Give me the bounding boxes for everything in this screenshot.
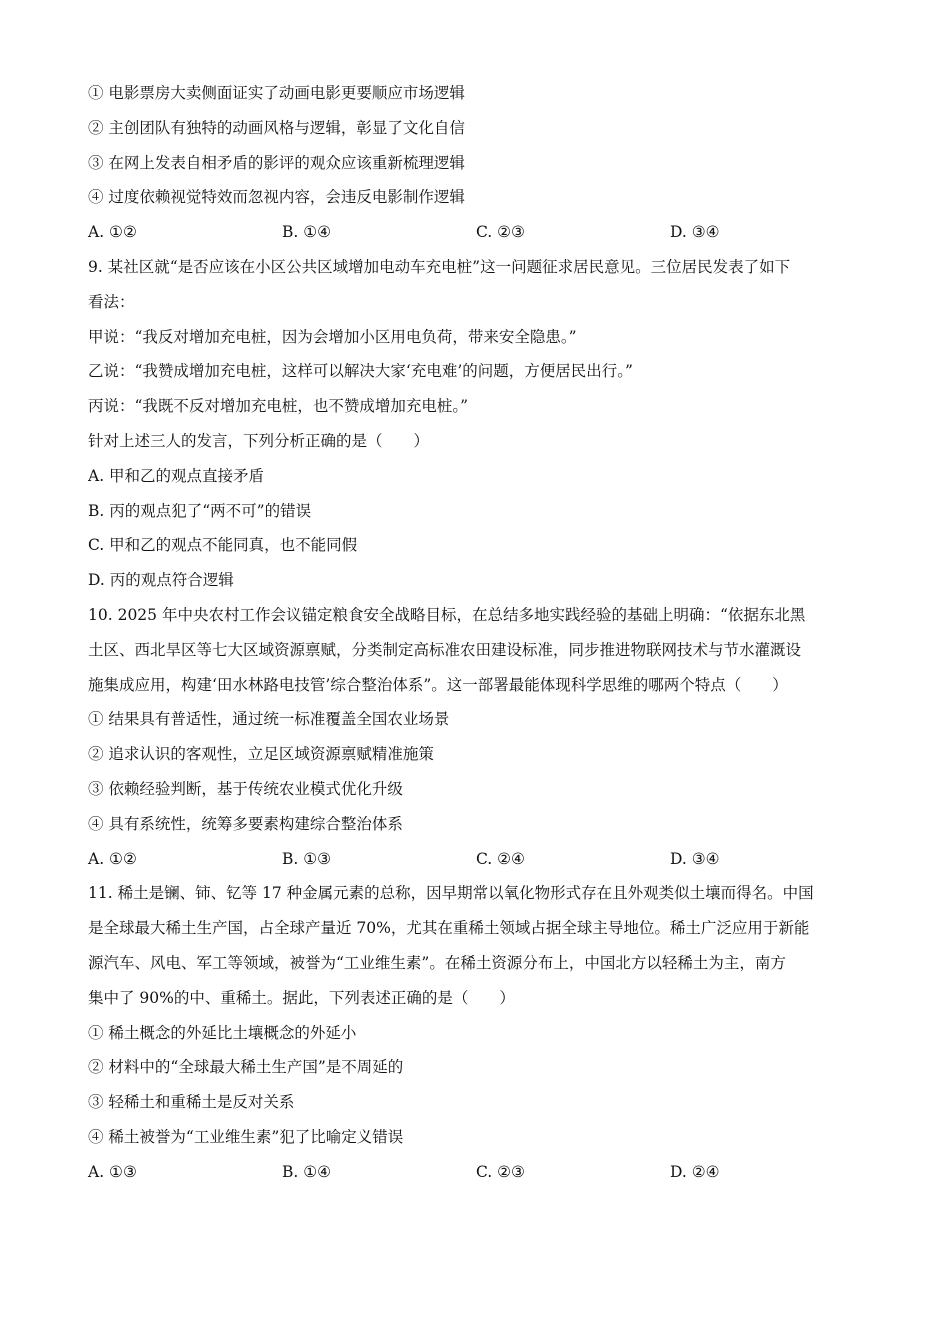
q9-choice-b: B. 丙的观点犯了“两不可”的错误: [88, 501, 312, 520]
q11-stem-line-1: 11. 稀土是镧、铈、钇等 17 种金属元素的总称，因早期常以氧化物形式存在且外观类似土壤而得名。中国: [88, 884, 814, 903]
q10-option-a: A. ①②: [88, 849, 137, 868]
q8-item-1: ① 电影票房大卖侧面证实了动画电影更要顺应市场逻辑: [88, 84, 465, 102]
q10-options: [88, 842, 878, 877]
q9-choice-d: D. 丙的观点符合逻辑: [88, 571, 234, 590]
q8-options: [88, 215, 878, 250]
q10-option-c: C. ②④: [476, 849, 525, 868]
q11-options: [88, 1155, 878, 1190]
q9-speech-jia: 甲说：“我反对增加充电桩，因为会增加小区用电负荷，带来安全隐患。”: [88, 327, 577, 346]
q8-option-c: C. ②③: [476, 223, 525, 242]
q10-stem-line-1: 10. 2025 年中央农村工作会议锚定粮食安全战略目标，在总结多地实践经验的基础上明确：“依据东北黑: [88, 605, 806, 624]
q9-speech-bing: 丙说：“我既不反对增加充电桩，也不赞成增加充电桩。”: [88, 397, 469, 416]
q8-option-d: D. ③④: [670, 223, 720, 242]
q8-option-b: B. ①④: [282, 223, 332, 242]
q9-stem-line-2: 看法：: [88, 292, 135, 311]
exam-page: [88, 76, 878, 1190]
q11-option-b: B. ①④: [282, 1162, 332, 1181]
q10-option-d: D. ③④: [670, 849, 720, 868]
q8-item-2: ② 主创团队有独特的动画风格与逻辑，彰显了文化自信: [88, 118, 465, 137]
q10-item-1: ① 结果具有普适性，通过统一标准覆盖全国农业场景: [88, 710, 450, 729]
q9-speech-yi: 乙说：“我赞成增加充电桩，这样可以解决大家‘充电难’的问题，方便居民出行。”: [88, 362, 633, 381]
q10-option-b: B. ①③: [282, 849, 332, 868]
q9-question: 针对上述三人的发言，下列分析正确的是（ ）: [88, 431, 430, 450]
q10-item-3: ③ 依赖经验判断，基于传统农业模式优化升级: [88, 779, 403, 798]
q10-item-2: ② 追求认识的客观性，立足区域资源禀赋精准施策: [88, 745, 434, 764]
q11-stem-line-3: 源汽车、风电、军工等领域，被誉为“工业维生素”。在稀土资源分布上，中国北方以轻稀土为主，南方: [88, 953, 786, 972]
q10-stem-line-2: 土区、西北旱区等七大区域资源禀赋，分类制定高标准农田建设标准，同步推进物联网技术与节水灌溉设: [88, 640, 802, 659]
q8-item-3: ③ 在网上发表自相矛盾的影评的观众应该重新梳理逻辑: [88, 153, 465, 172]
q9-choice-a: A. 甲和乙的观点直接矛盾: [88, 466, 265, 485]
q11-item-4: ④ 稀土被誉为“工业维生素”犯了比喻定义错误: [88, 1127, 404, 1146]
q11-option-a: A. ①③: [88, 1162, 137, 1181]
q8-option-a: A. ①②: [88, 223, 137, 242]
q9-choice-c: C. 甲和乙的观点不能同真，也不能同假: [88, 536, 358, 555]
q11-option-c: C. ②③: [476, 1162, 525, 1181]
q11-item-3: ③ 轻稀土和重稀土是反对关系: [88, 1093, 295, 1112]
q11-stem-line-4: 集中了 90%的中、重稀土。据此，下列表述正确的是（ ）: [88, 988, 515, 1007]
q8-item-4: ④ 过度依赖视觉特效而忽视内容，会违反电影制作逻辑: [88, 188, 465, 207]
q9-stem-line-1: 9. 某社区就“是否应该在小区公共区域增加电动车充电桩”这一问题征求居民意见。三位居民发表了如下: [88, 257, 791, 276]
q10-item-4: ④ 具有系统性，统筹多要素构建综合整治体系: [88, 814, 403, 833]
q11-option-d: D. ②④: [670, 1162, 720, 1181]
q10-stem-line-3: 施集成应用，构建‘田水林路电技管’综合整治体系”。这一部署最能体现科学思维的哪两个特点（ ）: [88, 675, 788, 694]
q11-item-1: ① 稀土概念的外延比土壤概念的外延小: [88, 1023, 357, 1042]
q11-stem-line-2: 是全球最大稀土生产国，占全球产量近 70%，尤其在重稀土领域占据全球主导地位。稀土广泛应用于新能: [88, 919, 810, 938]
q11-item-2: ② 材料中的“全球最大稀土生产国”是不周延的: [88, 1058, 404, 1077]
